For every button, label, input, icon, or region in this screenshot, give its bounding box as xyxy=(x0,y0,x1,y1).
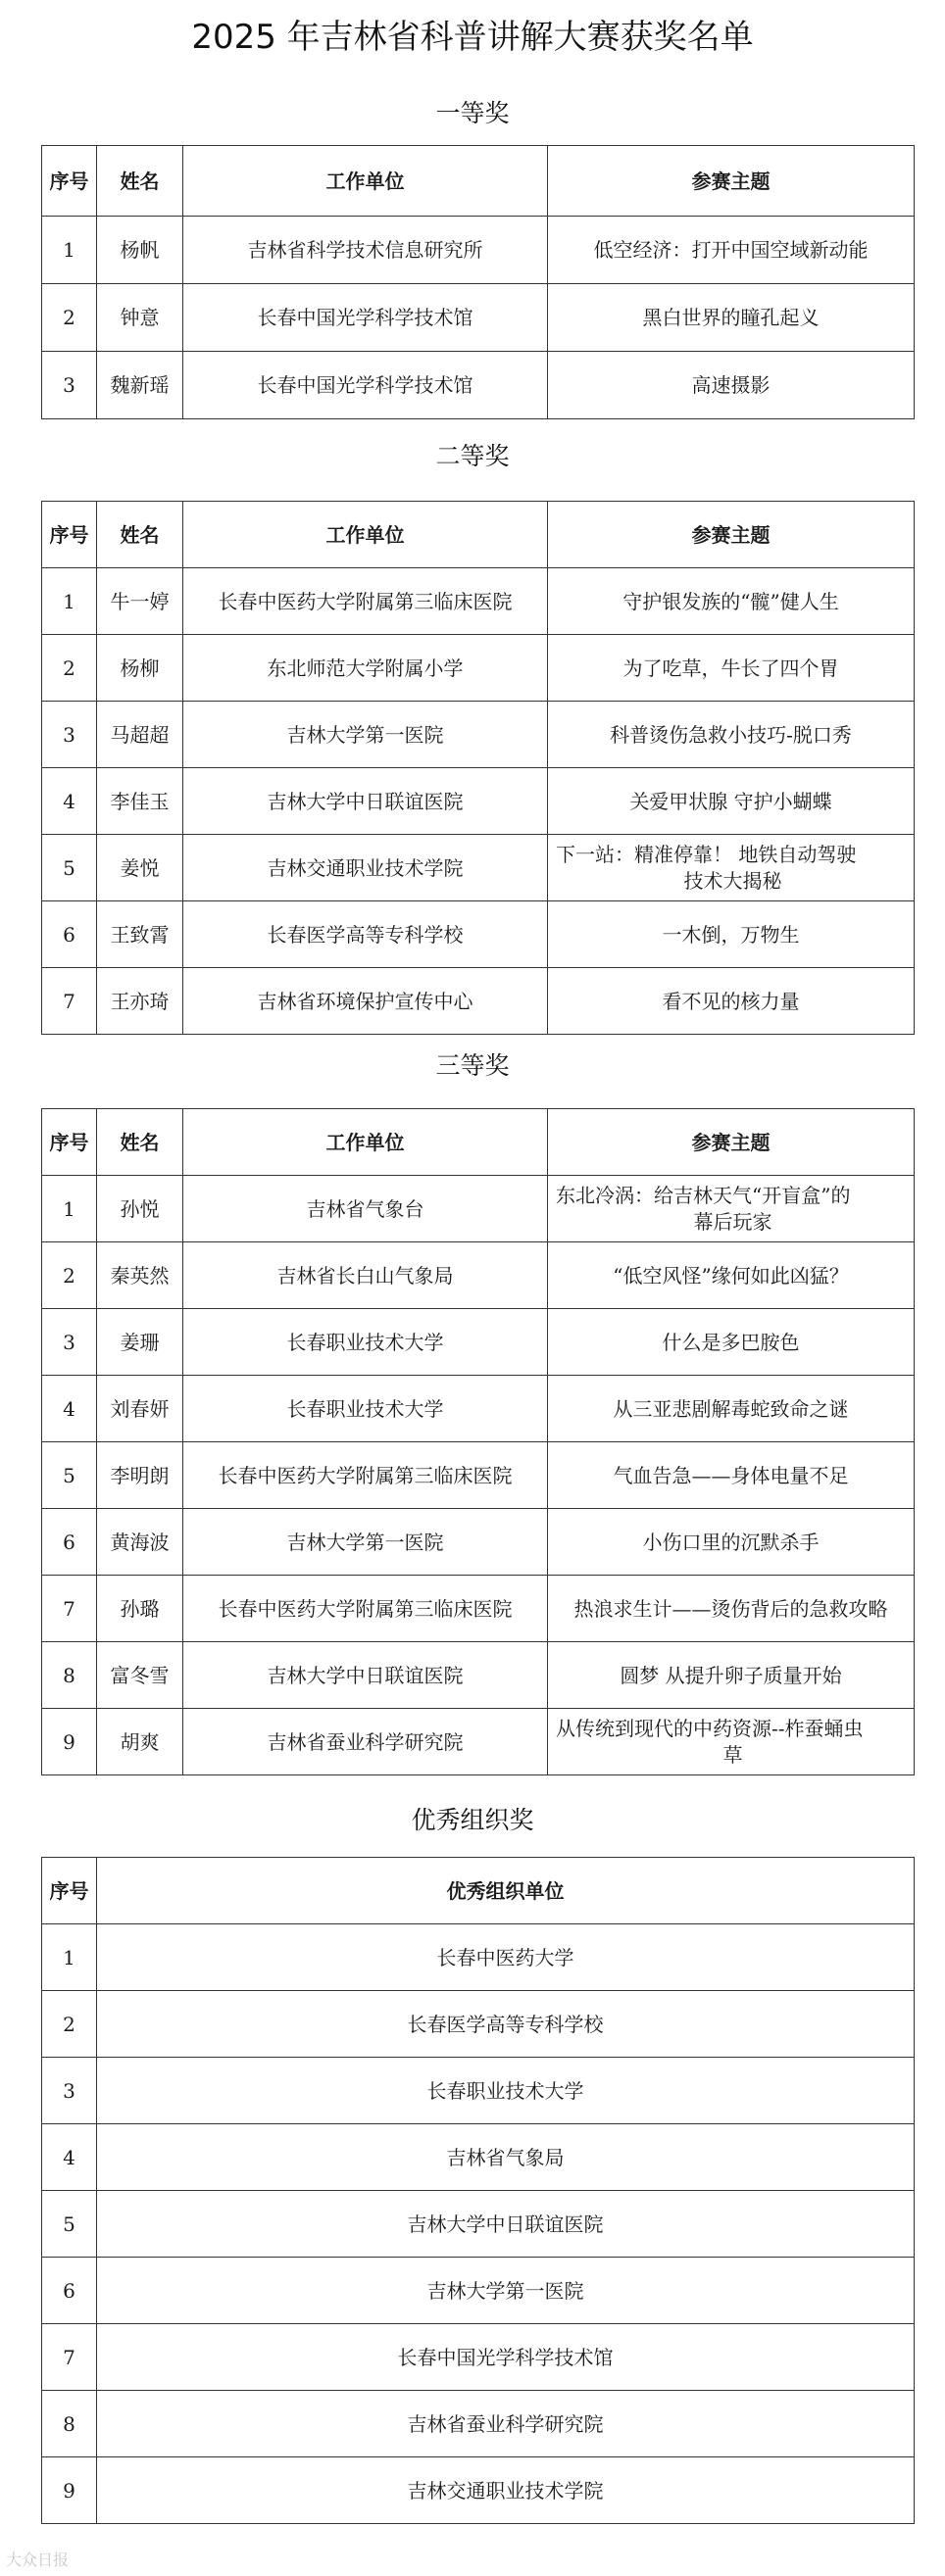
row-name: 富冬雪 xyxy=(97,1642,183,1709)
row-org-unit: 长春中国光学科学技术馆 xyxy=(97,2324,915,2391)
row-topic: 小伤口里的沉默杀手 xyxy=(548,1509,915,1576)
row-name: 姜珊 xyxy=(97,1309,183,1376)
header-no: 序号 xyxy=(42,1858,97,1924)
row-unit: 长春中医药大学附属第三临床医院 xyxy=(183,1442,548,1509)
row-no: 2 xyxy=(42,1991,97,2058)
header-no: 序号 xyxy=(42,502,97,568)
row-topic: 什么是多巴胺色 xyxy=(548,1309,915,1376)
row-name: 王亦琦 xyxy=(97,968,183,1035)
row-unit: 吉林省环境保护宣传中心 xyxy=(183,968,548,1035)
table-row xyxy=(42,2124,915,2191)
row-name: 孙璐 xyxy=(97,1576,183,1642)
row-name: 牛一婷 xyxy=(97,568,183,635)
table-row xyxy=(42,568,915,635)
row-unit: 长春中国光学科学技术馆 xyxy=(183,284,548,352)
row-topic: 热浪求生计——烫伤背后的急救攻略 xyxy=(548,1576,915,1642)
row-unit: 东北师范大学附属小学 xyxy=(183,635,548,702)
table-row xyxy=(42,1376,915,1442)
row-no: 7 xyxy=(42,968,97,1035)
row-unit: 长春医学高等专科学校 xyxy=(183,901,548,968)
row-topic-line: 从传统到现代的中药资源--柞蚕蛹虫 xyxy=(556,1716,864,1740)
row-topic: 圆梦 从提升卵子质量开始 xyxy=(548,1642,915,1709)
watermark: 大众日报 xyxy=(6,2551,70,2569)
header-no: 序号 xyxy=(42,146,97,217)
table-row xyxy=(42,2058,915,2124)
header-name: 姓名 xyxy=(97,146,183,217)
table-header-row xyxy=(42,1858,915,1924)
row-name: 马超超 xyxy=(97,702,183,768)
header-org-unit: 优秀组织单位 xyxy=(97,1858,915,1924)
table-row xyxy=(42,1642,915,1709)
table-row xyxy=(42,901,915,968)
row-unit: 长春职业技术大学 xyxy=(183,1376,548,1442)
first-prize-table xyxy=(41,145,915,419)
table-row xyxy=(42,968,915,1035)
table-row xyxy=(42,1176,915,1242)
organization-award-table xyxy=(41,1857,915,2524)
table-header-row xyxy=(42,1109,915,1176)
row-topic: 科普烫伤急救小技巧-脱口秀 xyxy=(548,702,915,768)
row-no: 6 xyxy=(42,1509,97,1576)
row-name: 钟意 xyxy=(97,284,183,352)
second-prize-heading: 二等奖 xyxy=(435,442,510,470)
table-row xyxy=(42,1442,915,1509)
row-unit: 吉林大学中日联谊医院 xyxy=(183,1642,548,1709)
row-topic-line: 幕后玩家 xyxy=(693,1209,772,1234)
table-row xyxy=(42,217,915,284)
organization-award-heading: 优秀组织奖 xyxy=(411,1806,534,1834)
header-unit: 工作单位 xyxy=(183,146,548,217)
table-row xyxy=(42,2391,915,2457)
row-org-unit: 吉林大学第一医院 xyxy=(97,2258,915,2324)
row-name: 杨帆 xyxy=(97,217,183,284)
row-org-unit: 长春中医药大学 xyxy=(97,1924,915,1991)
table-header-row xyxy=(42,502,915,568)
row-topic: “低空风怪”缘何如此凶猛？ xyxy=(548,1242,915,1309)
row-name: 孙悦 xyxy=(97,1176,183,1242)
row-no: 2 xyxy=(42,284,97,352)
row-name: 黄海波 xyxy=(97,1509,183,1576)
table-row xyxy=(42,352,915,419)
header-unit: 工作单位 xyxy=(183,502,548,568)
header-topic: 参赛主题 xyxy=(548,502,915,568)
header-topic: 参赛主题 xyxy=(548,146,915,217)
table-row xyxy=(42,1509,915,1576)
table-row xyxy=(42,1309,915,1376)
first-prize-heading: 一等奖 xyxy=(435,99,510,127)
row-no: 8 xyxy=(42,1642,97,1709)
table-row xyxy=(42,635,915,702)
table-row xyxy=(42,2191,915,2258)
row-name: 胡爽 xyxy=(97,1709,183,1775)
row-no: 2 xyxy=(42,1242,97,1309)
row-unit: 吉林交通职业技术学院 xyxy=(183,835,548,901)
table-row xyxy=(42,2258,915,2324)
row-name: 秦英然 xyxy=(97,1242,183,1309)
row-unit: 长春中国光学科学技术馆 xyxy=(183,352,548,419)
table-row xyxy=(42,1709,915,1775)
table-row xyxy=(42,2324,915,2391)
row-org-unit: 长春职业技术大学 xyxy=(97,2058,915,2124)
row-no: 3 xyxy=(42,702,97,768)
row-topic: 守护银发族的“髋”健人生 xyxy=(548,568,915,635)
row-org-unit: 吉林省气象局 xyxy=(97,2124,915,2191)
table-row xyxy=(42,1576,915,1642)
row-no: 4 xyxy=(42,768,97,835)
row-unit: 吉林大学第一医院 xyxy=(183,1509,548,1576)
table-row xyxy=(42,2457,915,2524)
row-name: 魏新瑶 xyxy=(97,352,183,419)
row-topic-line: 东北冷涡：给吉林天气“开盲盒”的 xyxy=(556,1183,851,1207)
row-no: 8 xyxy=(42,2391,97,2457)
row-no: 1 xyxy=(42,568,97,635)
row-no: 5 xyxy=(42,1442,97,1509)
row-topic: 高速摄影 xyxy=(548,352,915,419)
table-row xyxy=(42,702,915,768)
row-topic: 为了吃草，牛长了四个胃 xyxy=(548,635,915,702)
header-name: 姓名 xyxy=(97,502,183,568)
row-org-unit: 长春医学高等专科学校 xyxy=(97,1991,915,2058)
third-prize-heading: 三等奖 xyxy=(435,1051,510,1080)
row-no: 3 xyxy=(42,2058,97,2124)
row-name: 王致霄 xyxy=(97,901,183,968)
header-unit: 工作单位 xyxy=(183,1109,548,1176)
row-unit: 吉林省蚕业科学研究院 xyxy=(183,1709,548,1775)
header-name: 姓名 xyxy=(97,1109,183,1176)
row-unit: 长春中医药大学附属第三临床医院 xyxy=(183,1576,548,1642)
row-no: 4 xyxy=(42,1376,97,1442)
row-no: 1 xyxy=(42,217,97,284)
row-no: 7 xyxy=(42,1576,97,1642)
row-name: 刘春妍 xyxy=(97,1376,183,1442)
row-name: 杨柳 xyxy=(97,635,183,702)
row-no: 1 xyxy=(42,1924,97,1991)
row-topic: 看不见的核力量 xyxy=(548,968,915,1035)
row-topic xyxy=(548,1176,915,1242)
row-no: 3 xyxy=(42,1309,97,1376)
table-row xyxy=(42,1924,915,1991)
table-row xyxy=(42,1991,915,2058)
row-topic: 从三亚悲剧解毒蛇致命之谜 xyxy=(548,1376,915,1442)
header-no: 序号 xyxy=(42,1109,97,1176)
row-org-unit: 吉林交通职业技术学院 xyxy=(97,2457,915,2524)
row-no: 5 xyxy=(42,835,97,901)
row-name: 姜悦 xyxy=(97,835,183,901)
row-no: 7 xyxy=(42,2324,97,2391)
row-name: 李佳玉 xyxy=(97,768,183,835)
row-topic: 气血告急——身体电量不足 xyxy=(548,1442,915,1509)
row-topic: 黑白世界的瞳孔起义 xyxy=(548,284,915,352)
second-prize-table xyxy=(41,501,915,1035)
row-topic-line: 技术大揭秘 xyxy=(683,868,782,893)
header-topic: 参赛主题 xyxy=(548,1109,915,1176)
row-name: 李明朗 xyxy=(97,1442,183,1509)
row-unit: 吉林大学第一医院 xyxy=(183,702,548,768)
row-topic-line: 下一站：精准停靠！ 地铁自动驾驶 xyxy=(556,842,857,866)
row-no: 6 xyxy=(42,901,97,968)
row-topic xyxy=(548,1709,915,1775)
row-unit: 吉林大学中日联谊医院 xyxy=(183,768,548,835)
row-no: 2 xyxy=(42,635,97,702)
table-row xyxy=(42,835,915,901)
row-no: 3 xyxy=(42,352,97,419)
row-topic: 一木倒，万物生 xyxy=(548,901,915,968)
row-unit: 吉林省科学技术信息研究所 xyxy=(183,217,548,284)
row-unit: 吉林省长白山气象局 xyxy=(183,1242,548,1309)
row-topic: 低空经济：打开中国空域新动能 xyxy=(548,217,915,284)
row-org-unit: 吉林省蚕业科学研究院 xyxy=(97,2391,915,2457)
row-org-unit: 吉林大学中日联谊医院 xyxy=(97,2191,915,2258)
row-topic xyxy=(548,835,915,901)
page-title: 2025 年吉林省科普讲解大赛获奖名单 xyxy=(191,18,754,57)
row-no: 1 xyxy=(42,1176,97,1242)
third-prize-table xyxy=(41,1108,915,1775)
table-row xyxy=(42,1242,915,1309)
row-unit: 长春职业技术大学 xyxy=(183,1309,548,1376)
row-topic: 关爱甲状腺 守护小蝴蝶 xyxy=(548,768,915,835)
row-unit: 吉林省气象台 xyxy=(183,1176,548,1242)
row-unit: 长春中医药大学附属第三临床医院 xyxy=(183,568,548,635)
row-no: 9 xyxy=(42,2457,97,2524)
row-no: 9 xyxy=(42,1709,97,1775)
row-no: 5 xyxy=(42,2191,97,2258)
table-row xyxy=(42,768,915,835)
table-header-row xyxy=(42,146,915,217)
row-no: 6 xyxy=(42,2258,97,2324)
row-topic-line: 草 xyxy=(722,1742,743,1767)
table-row xyxy=(42,284,915,352)
row-no: 4 xyxy=(42,2124,97,2191)
